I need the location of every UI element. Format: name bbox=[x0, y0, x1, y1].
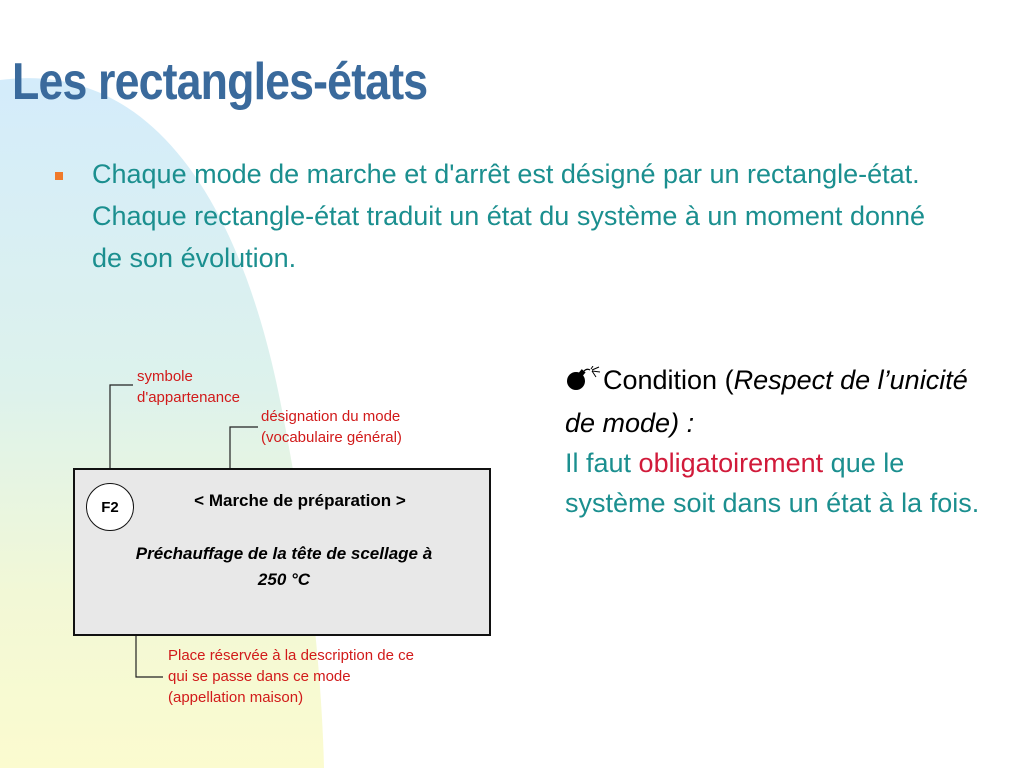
bomb-icon bbox=[565, 363, 601, 403]
place-label bbox=[168, 645, 414, 708]
place-label-line2: qui se passe dans ce mode bbox=[168, 668, 351, 685]
state-id-circle bbox=[86, 483, 134, 531]
slide-title: Les rectangles-états bbox=[12, 53, 428, 111]
place-label-line1: Place réservée à la description de ce bbox=[168, 647, 414, 664]
condition-emphasis: obligatoirement bbox=[638, 448, 824, 478]
condition-italic: Respect de l’unicité de mode) : bbox=[565, 365, 968, 438]
condition-block bbox=[565, 360, 1005, 523]
condition-line2-start: Il faut bbox=[565, 448, 639, 478]
state-description-line2: 250 °C bbox=[257, 570, 311, 589]
condition-line2-end: que le système soit dans un état à la fois. bbox=[565, 448, 980, 518]
designation-label-line2: (vocabulaire général) bbox=[261, 429, 402, 446]
place-label-line3: (appellation maison) bbox=[168, 689, 304, 706]
designation-label bbox=[261, 406, 402, 448]
symbol-label-line2: d'appartenance bbox=[137, 389, 240, 406]
state-name: < Marche de préparation > bbox=[194, 491, 406, 510]
designation-label-line1: désignation du mode bbox=[261, 408, 401, 425]
state-description-line1: Préchauffage de la tête de scellage à bbox=[135, 544, 433, 563]
symbol-label bbox=[137, 366, 240, 408]
symbol-label-line1: symbole bbox=[137, 368, 193, 385]
state-id: F2 bbox=[101, 498, 119, 516]
condition-prefix: Condition ( bbox=[603, 365, 734, 395]
state-description bbox=[95, 541, 473, 593]
bullet-text: Chaque mode de marche et d'arrêt est désigné par un rectangle-état. Chaque rectangle-état traduit un état du système à un moment donné de son évolution. bbox=[92, 159, 926, 273]
